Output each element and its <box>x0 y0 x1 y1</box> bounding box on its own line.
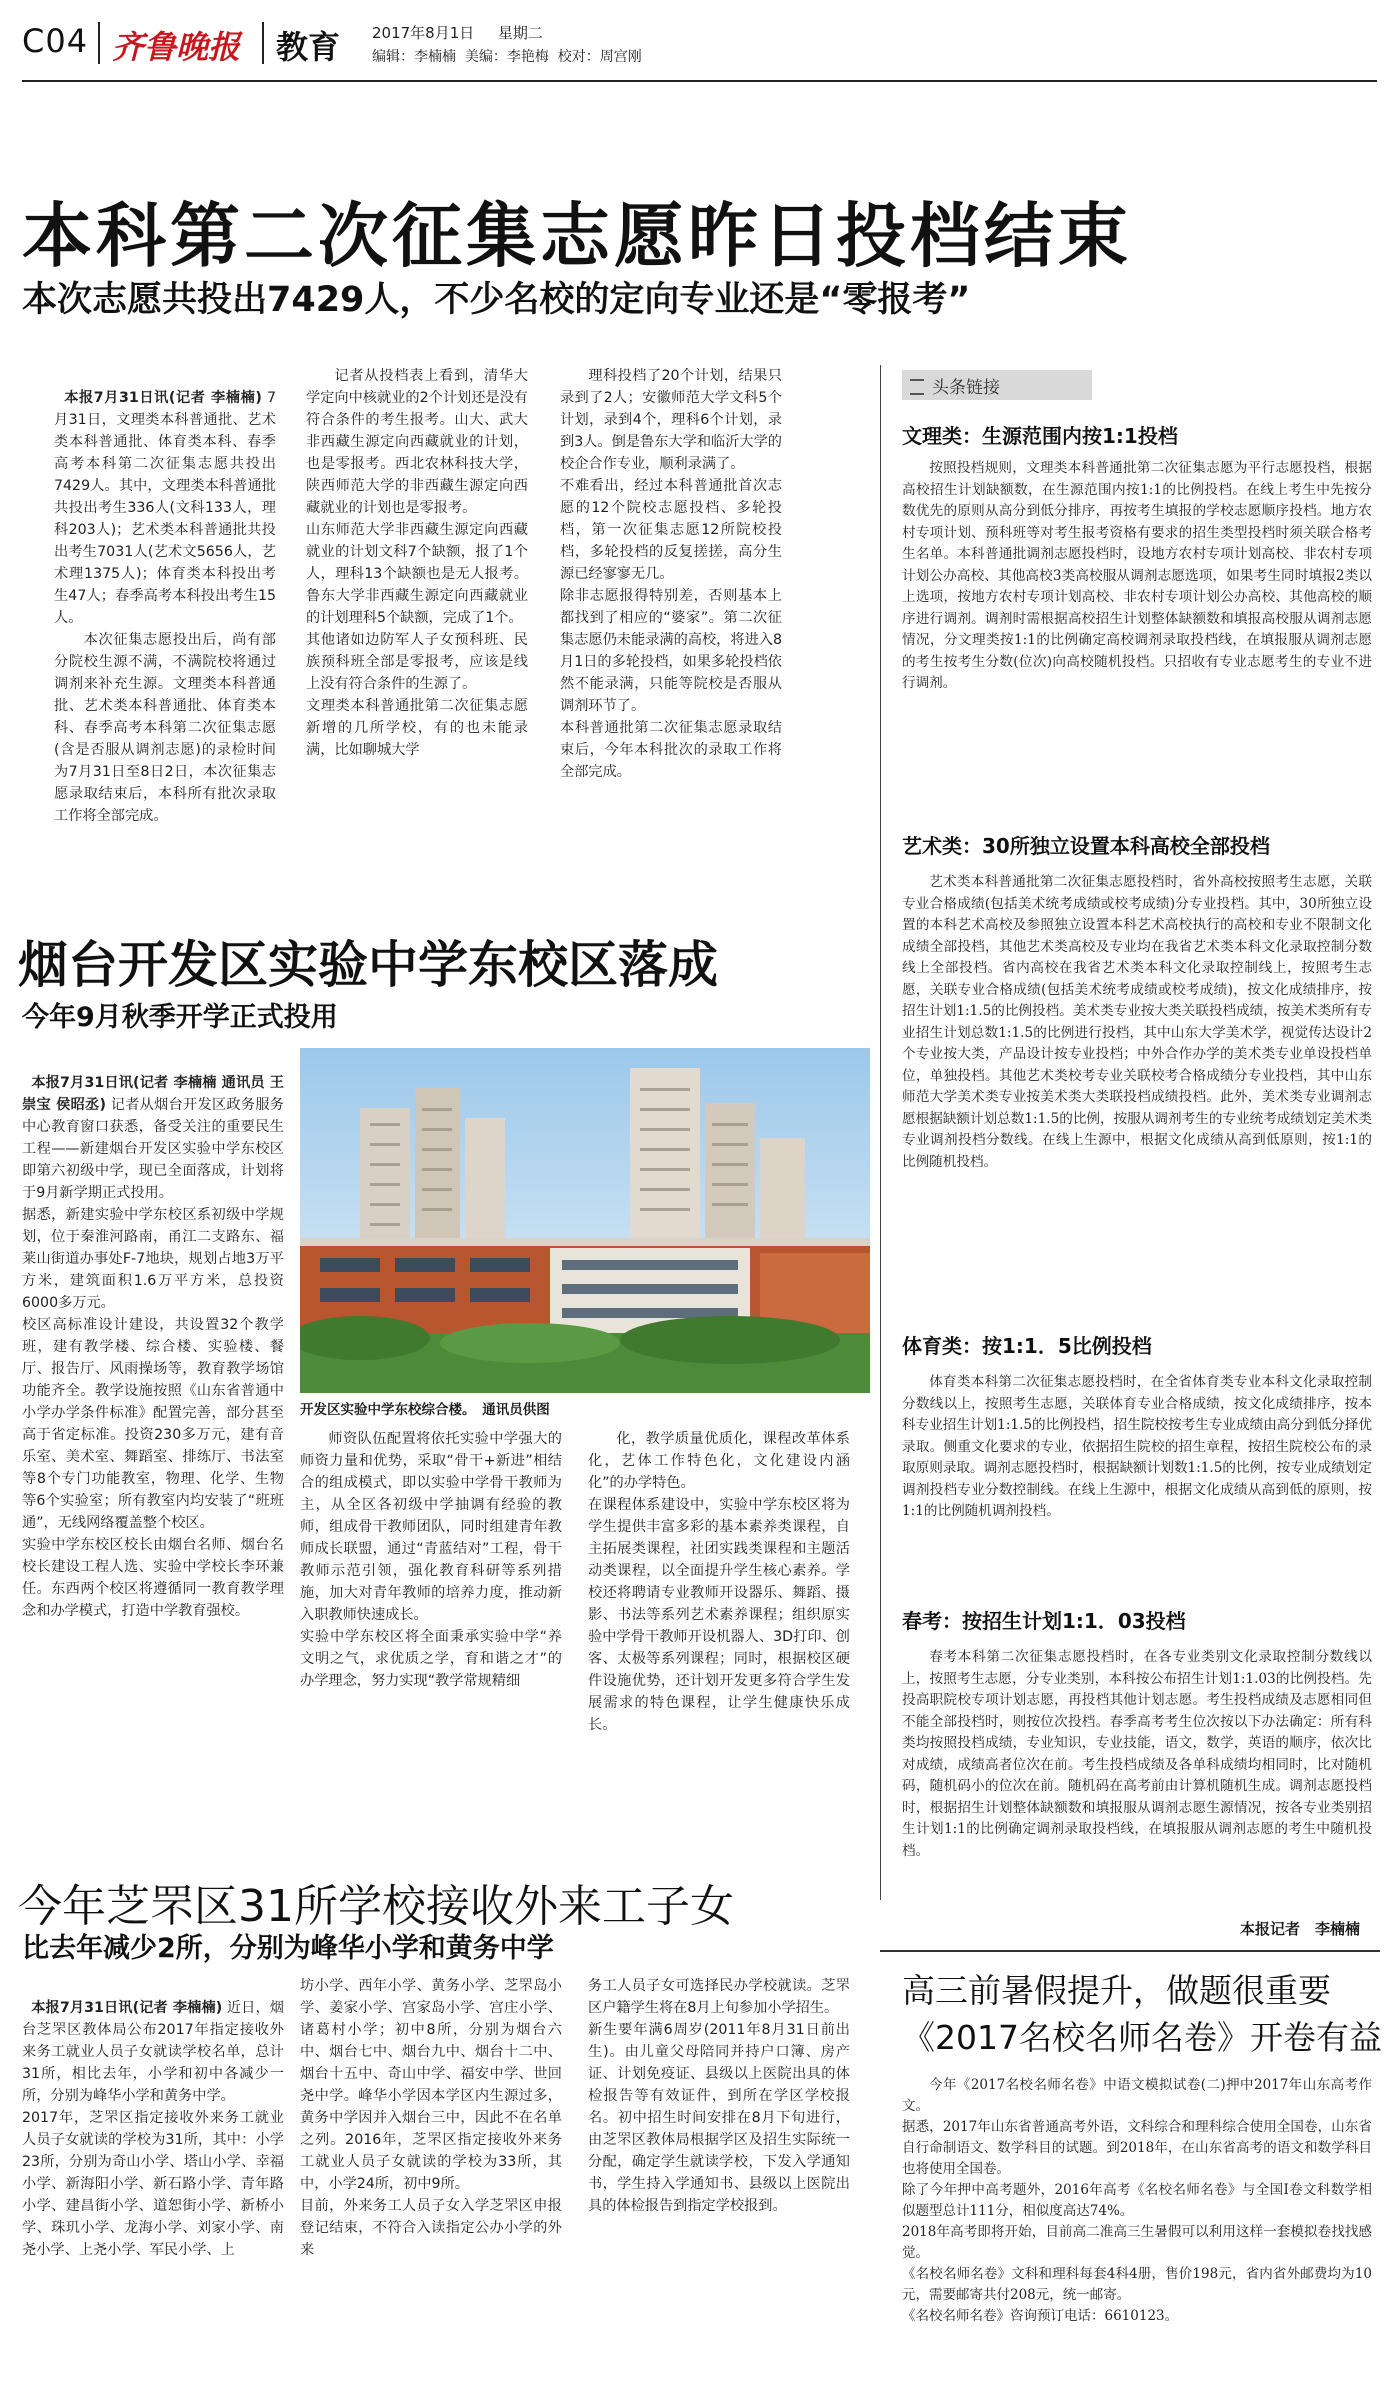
list-icon <box>910 379 924 395</box>
school-building-photo <box>300 1048 870 1393</box>
masthead-rule <box>22 80 1377 82</box>
second-col-1-text: 记者从烟台开发区政务服务中心教育窗口获悉，备受关注的重要民生工程——新建烟台开发区实验中学东校区即第六初级中学，现已全面落成，计划将于9月新学期正式投用。 据悉，新建实验中学东校区系初级中学规划，位于秦淮河路南，甬江二支路东、福莱山街道办事处F-7地块，规划占地3万平方米，建筑面积1.6万平方米，总投资6000多万元。 校区高标准设计建设，共设置32个教学班，建有教学楼、综合楼、实验楼、餐厅、报告厅、风雨操场等，教育教学场馆功能齐全。教学设施按照《山东省普通中小学办学条件标准》配置完善，部分甚至高于省定标准。投资230多万元，建有音乐室、美术室、舞蹈室、排练厅、书法室等8个专门功能教室，物理、化学、生物等6个实验室；所有教室内均安装了“班班通”，无线网络覆盖整个校区。 实验中学东校区校长由烟台名师、烟台名校长建设工程人选、实验中学校长李环兼任。东西两个校区将遵循同一教育教学理念和办学模式，打造中学教育强校。 <box>22 1097 284 1619</box>
second-col-1 <box>22 1050 284 1820</box>
lead-col-2: 记者从投档表上看到，清华大学定向中核就业的2个计划还是没有符合条件的考生报考。山大、武大非西藏生源定向西藏就业的计划，也是零报考。西北农林科技大学，陕西师范大学的非西藏生源定向西藏就业的计划也是零报考。 山东师范大学非西藏生源定向西藏就业的计划文科7个缺额，报了1个人，理科13个缺额也是无人报考。鲁东大学非西藏生源定向西藏就业的计划理科5个缺额，完成了1个。 其他诸如边防军人子女预科班、民族预科班全部是零报考，应该是线上没有符合条件的生源了。 文理类本科普通批第二次征集志愿新增的几所学校，有的也未能录满，比如聊城大学 <box>306 368 528 758</box>
issue-weekday: 星期二 <box>497 24 543 42</box>
second-subheadline: 今年9月秋季开学正式投用 <box>22 1002 338 1033</box>
third-col-3: 务工人员子女可选择民办学校就读。芝罘区户籍学生将在8月上旬参加小学招生。 新生要年满6周岁(2011年8月31日前出生)。由儿童父母陪同并持户口簿、房产证、计划免疫证、县级以上医院出具的体检报告等有效证件，到所在学区学校报名。初中招生时间安排在8月下旬进行，由芝罘区教体局根据学区及招生实际统一分配，确定学生就读学校，下发入学通知书，学生持入学通知书、县级以上医院出具的体检报告到指定学校报到。 <box>588 1978 850 2214</box>
third-headline: 今年芝罘区31所学校接收外来工子女 <box>18 1881 734 1932</box>
page-code: C04 <box>22 22 89 60</box>
second-col-2: 师资队伍配置将依托实验中学强大的师资力量和优势，采取“骨干+新进”相结合的组成模式，即以实验中学骨干教师为主，从全区各初级中学抽调有经验的教师，组成骨干教师团队，同时组建青年教师成长联盟，通过“青蓝结对”工程，骨干教师示范引领，强化教育科研等系列措施，加大对青年教师的培养力度，推动新入职教师快速成长。 实验中学东校区将全面秉承实验中学“养文明之气，求优质之学，育和谐之才”的办学理念，努力实现“教学常规精细 <box>300 1431 562 1689</box>
sidebar-label <box>902 370 1092 400</box>
masthead-divider <box>262 22 264 64</box>
masthead <box>0 0 1395 80</box>
photo-svg <box>300 1048 870 1393</box>
second-headline: 烟台开发区实验中学东校区落成 <box>18 936 718 994</box>
sidebar-heading-1: 文理类：生源范围内按1:1投档 <box>902 424 1178 448</box>
third-col-1 <box>22 1975 284 2385</box>
paper-logo: 齐鲁晚报 <box>112 28 241 66</box>
second-col-3: 化，教学质量优质化，课程改革体系化，艺体工作特色化，文化建设内涵化”的办学特色。 在课程体系建设中，实验中学东校区将为学生提供丰富多彩的基本素养类课程，自主拓展类课程，社团实践类课程和主题活动类课程，以全面提升学生核心素养。学校还将聘请专业教师开设器乐、舞蹈、摄影、书法等系列艺术素养课程；组织原实验中学骨干教师开设机器人、3D打印、创客、太极等系列课程；同时，根据校区硬件设施优势，还计划开发更多符合学生发展需求的特色课程，让学生健康快乐成长。 <box>588 1431 850 1733</box>
third-subheadline: 比去年减少2所，分别为峰华小学和黄务中学 <box>22 1933 554 1964</box>
issue-date: 2017年8月1日 <box>372 24 475 42</box>
ad-title-line-2: 《2017名校名师名卷》开卷有益 <box>902 2018 1382 2057</box>
sidebar-body-2: 艺术类本科普通批第二次征集志愿投档时，省外高校按照考生志愿，关联专业合格成绩(包括美术统考成绩或校考成绩)分专业投档。其中，30所独立设置的本科艺术高校及参照独立设置本科艺术高校执行的高校和专业不限制文化成绩全部投档，其他艺术类高校及专业均在我省艺术类本科文化录取控制分数线上全部投档。省内高校在我省艺术类本科文化录取控制线上，按照考生志愿，关联专业合格成绩(包括美术统考成绩或校考成绩)，按文化成绩排序，按招生计划1:1.5的比例投档。美术类专业按大类关联投档成绩，按美术类所有专业招生计划总数1:1.5的比例进行投档，其中山东大学美术学，视觉传达设计2个专业按大类，产品设计按专业投档；中外合作办学的美术类专业单设投档单位，单独投档。其他艺术类校考专业关联校考合格成绩分专业投档，其中山东师范大学美术类专业按美术类大类联投档成绩投档。此外，美术类专业调剂志愿根据缺额计划总数1:1.5的比例，按服从调剂考生的专业统考成绩划定美术类专业调剂投档分数线。在线上生源中，根据文化成绩从高到低原则，按1:1的比例随机投档。 <box>902 874 1372 1170</box>
lead-dateline: 本报7月31日讯(记者 李楠楠) <box>64 390 262 406</box>
lead-col-1 <box>54 365 276 855</box>
sidebar-heading-3: 体育类：按1:1．5比例投档 <box>902 1334 1152 1358</box>
second-dateline: 本报7月31日讯(记者 李楠楠 通讯员 王崇宝 侯昭丞) <box>22 1075 284 1113</box>
masthead-divider <box>98 22 100 64</box>
third-col-1-text: 近日，烟台芝罘区教体局公布2017年指定接收外来务工就业人员子女就读学校名单，总计31所，相比去年，小学和初中各减少一所，分别为峰华小学和黄务中学。 2017年，芝罘区指定接收外来务工就业人员子女就读的学校为31所，其中：小学23所，分别为奇山小学、塔山小学、幸福小学、新海阳小学、新石路小学、青年路小学、建昌街小学、道恕街小学、新桥小学、珠玑小学、龙海小学、刘家小学、南尧小学、上尧小学、军民小学、上 <box>22 2000 284 2258</box>
ad-body: 今年《2017名校名师名卷》中语文模拟试卷(二)押中2017年山东高考作文。 据悉，2017年山东省普通高考外语，文科综合和理科综合使用全国卷，山东省自行命制语文、数学科目的试题。到2018年，在山东省高考的语文和数学科目也将使用全国卷。 除了今年押中高考题外，2016年高考《名校名师名卷》与全国Ⅰ卷文科数学相似题型总计111分，相似度高达74%。 2018年高考即将开始，目前高二准高三生暑假可以利用这样一套模拟卷找找感觉。 《名校名师名卷》文科和理科每套4科4册，售价198元，省内省外邮费均为10元，需要邮寄共付208元，统一邮寄。 《名校名师名卷》咨询预订电话：6610123。 <box>902 2077 1372 2324</box>
third-col-2: 坊小学、西年小学、黄务小学、芝罘岛小学、姜家小学、宫家岛小学、宫庄小学、诸葛村小学；初中8所，分别为烟台六中、烟台七中、烟台九中、烟台十二中、烟台十五中、奇山中学、福安中学、世回尧中学。峰华小学因本学区内生源过多，黄务中学因并入烟台三中，因此不在名单之列。2016年，芝罘区指定接收外来务工就业人员子女就读的学校为33所，其中，小学24所，初中9所。 目前，外来务工人员子女入学芝罘区申报登记结束，不符合入读指定公办小学的外来 <box>300 1978 562 2258</box>
lead-subheadline: 本次志愿共投出7429人，不少名校的定向专业还是“零报考” <box>22 280 971 320</box>
section-name: 教育 <box>276 28 341 66</box>
lead-headline: 本科第二次征集志愿昨日投档结束 <box>22 195 1132 277</box>
sidebar-heading-2: 艺术类：30所独立设置本科高校全部投档 <box>902 834 1270 858</box>
sidebar-body-3: 体育类本科第二次征集志愿投档时，在全省体育类专业本科文化录取控制分数线以上，按照考生志愿，关联体育专业合格成绩，按文化成绩排序，按本科专业招生计划1:1.5的比例投档，招生院校按考生专业成绩由高分到低分择优录取。侧重文化要求的专业，依据招生院校的招生章程，按招生院校公布的录取原则录取。调剂志愿投档时，根据缺额计划数1:1.5的比例，按专业成绩划定调剂投档专业分数控制线。在线上生源中，根据文化成绩从高到低的原则，按1:1的比例随机调剂投档。 <box>902 1374 1372 1519</box>
sidebar-body-4: 春考本科第二次征集志愿投档时，在各专业类别文化录取控制分数线以上，按照考生志愿，分专业类别，本科按公布招生计划1:1.03的比例投档。先投高职院校专项计划志愿，再投档其他计划志愿。考生投档成绩及志愿相同但不能全部投档时，则按位次投档。春季高考考生位次按以下办法确定：所有科类均按照投档成绩，专业知识，专业技能，语文，数学，英语的顺序，依次比对成绩，成绩高者位次在前。考生投档成绩及各单科成绩均相同时，比对随机码，随机码小的位次在前。随机码在高考前由计算机随机生成。调剂志愿投档时，根据招生计划整体缺额数和填报服从调剂志愿生源情况，按各专业类别招生计划1:1的比例确定调剂录取投档线，在填报服从调剂志愿的考生中随机投档。 <box>902 1649 1372 1859</box>
sidebar-body-1: 按照投档规则，文理类本科普通批第二次征集志愿为平行志愿投档，根据高校招生计划缺额数，在生源范围内按1:1的比例投档。在线上考生中先按分数优先的原则从高分到低分排序，再按考生填报的学校志愿顺序投档。地方农村专项计划、预科班等对考生报考资格有要求的招生类型投档时须关联合格考生名单。本科普通批调剂志愿投档时，设地方农村专项计划高校、非农村专项计划公办高校、其他高校3类高校服从调剂志愿选项，如果考生同时填报2类以上选项，按地方农村专项计划高校、非农村专项计划公办高校、其他高校的顺序进行调剂。调剂时需根据高校招生计划整体缺额数和填报高校服从调剂志愿情况，分文理类按1:1的比例确定高校调剂录取投档线，在填报服从调剂志愿的考生按考生分数(位次)向高校随机投档。只招收有专业志愿考生的专业不进行调剂。 <box>902 460 1372 691</box>
sidebar-divider <box>880 365 881 1900</box>
ad-divider <box>880 1950 1380 1952</box>
ad-title-line-1: 高三前暑假提升，做题很重要 <box>902 1971 1331 2010</box>
edit-credits: 编辑：李楠楠 美编：李艳梅 校对：周宫刚 <box>372 49 642 65</box>
sidebar-byline: 本报记者 李楠楠 <box>1240 1920 1361 1938</box>
lead-col-1-text: 7月31日，文理类本科普通批、艺术类本科普通批、体育类本科、春季高考本科第二次征集志愿共投出7429人。其中，文理类本科普通批共投出考生336人(文科133人，理科203人)；艺术类本科普通批共投出考生7031人(艺术文5656人，艺术理1375人)；体育类本科投出考生47人；春季高考本科投出考生15人。 本次征集志愿投出后，尚有部分院校生源不满，不满院校将通过调剂来补充生源。文理类本科普通批、艺术类本科普通批、体育类本科、春季高考本科第二次征集志愿(含是否服从调剂志愿)的录检时间为7月31日至8日2日，本次征集志愿录取结束后，本科所有批次录取工作将全部完成。 <box>54 390 276 824</box>
sidebar-heading-4: 春考：按招生计划1:1．03投档 <box>902 1609 1186 1633</box>
sidebar-label-text: 头条链接 <box>932 378 1000 398</box>
photo-caption: 开发区实验中学东校综合楼。 通讯员供图 <box>300 1402 550 1418</box>
third-dateline: 本报7月31日讯(记者 李楠楠) <box>31 2000 223 2016</box>
lead-col-3: 理科投档了20个计划，结果只录到了2人；安徽师范大学文科5个计划，录到4个，理科6个计划，录到3人。倒是鲁东大学和临沂大学的校企合作专业，顺利录满了。 不难看出，经过本科普通批首次志愿的12个院校志愿投档、多轮投档，第一次征集志愿12所院校投档，多轮投档的反复搓搓，高分生源已经寥寥无几。 除非志愿报得特别差，否则基本上都找到了相应的“婆家”。第二次征集志愿仍未能录满的高校，将进入8月1日的多轮投档，如果多轮投档依然不能录满，只能等院校是否服从调剂环节了。 本科普通批第二次征集志愿录取结束后，今年本科批次的录取工作将全部完成。 <box>560 368 782 780</box>
